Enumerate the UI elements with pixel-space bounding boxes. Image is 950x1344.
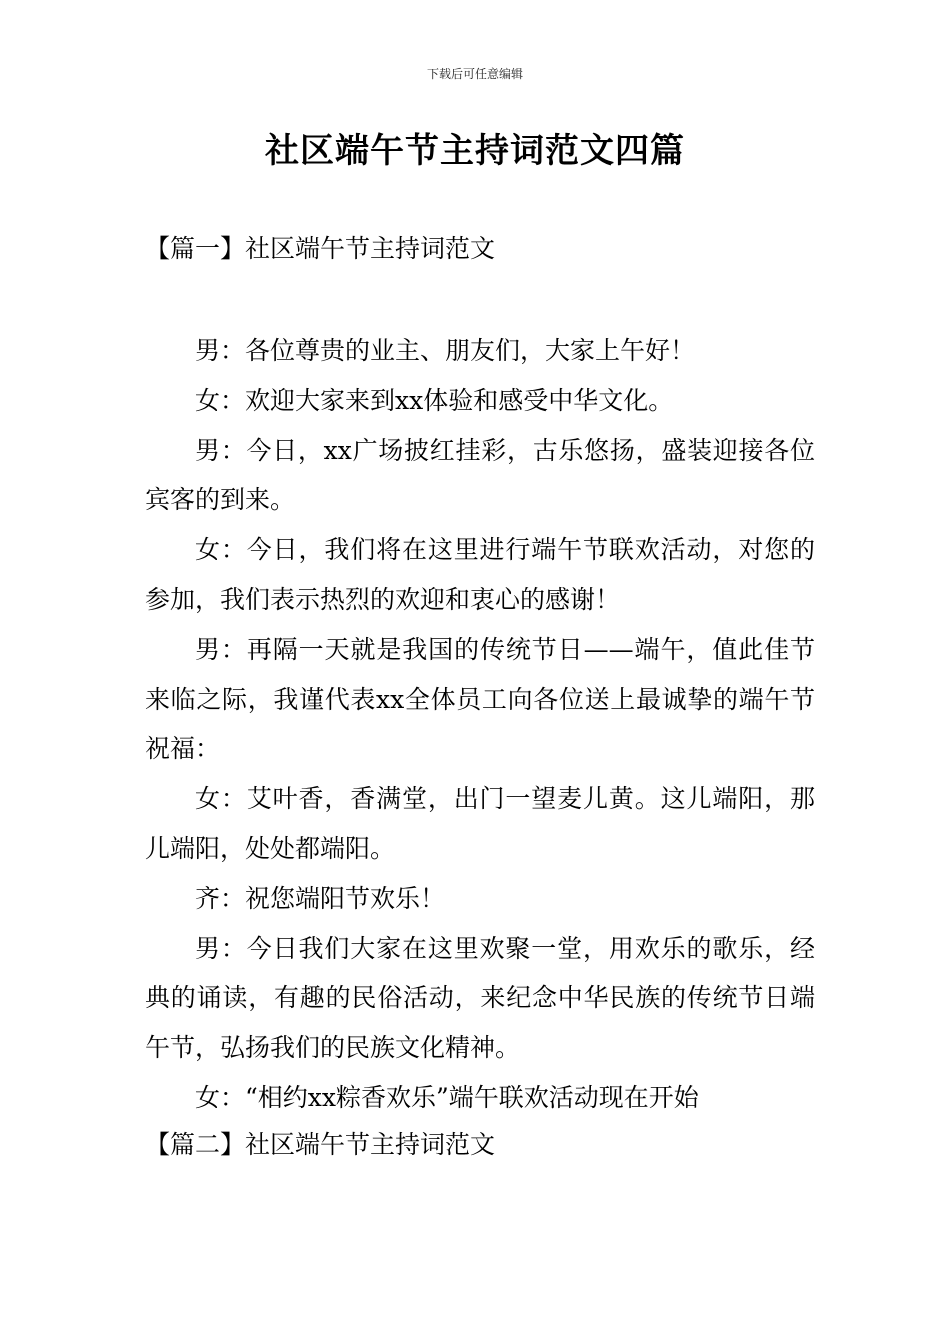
dialogue-paragraph: 男：各位尊贵的业主、朋友们，大家上午好！	[195, 336, 696, 365]
section-heading-2: 【篇二】社区端午节主持词范文	[145, 1130, 496, 1159]
dialogue-paragraph: 男：再隔一天就是我国的传统节日——端午，值此佳节来临之际，我谨代表xx全体员工向各位送上最诚挚的端午节祝福：	[145, 634, 815, 764]
dialogue-paragraph: 男：今日我们大家在这里欢聚一堂，用欢乐的歌乐，经典的诵读，有趣的民俗活动，来纪念中华民族的传统节日端午节，弘扬我们的民族文化精神。	[145, 933, 815, 1063]
dialogue-paragraph: 女：艾叶香，香满堂，出门一望麦儿黄。这儿端阳，那儿端阳，处处都端阳。	[145, 784, 815, 863]
dialogue-paragraph: 女：欢迎大家来到xx体验和感受中华文化。	[195, 385, 674, 415]
dialogue-paragraph: 男：今日，xx广场披红挂彩，古乐悠扬，盛装迎接各位宾客的到来。	[145, 435, 815, 515]
section-heading-1: 【篇一】社区端午节主持词范文	[145, 234, 496, 263]
section-1-body	[145, 326, 815, 1123]
document-title: 社区端午节主持词范文四篇	[265, 131, 685, 171]
dialogue-paragraph: 女：今日，我们将在这里进行端午节联欢活动，对您的参加，我们表示热烈的欢迎和衷心的感谢！	[145, 535, 815, 614]
dialogue-paragraph: 女：“相约xx粽香欢乐”端午联欢活动现在开始	[195, 1082, 699, 1112]
dialogue-paragraph: 齐：祝您端阳节欢乐！	[195, 883, 446, 913]
header-note: 下载后可任意编辑	[426, 67, 523, 81]
